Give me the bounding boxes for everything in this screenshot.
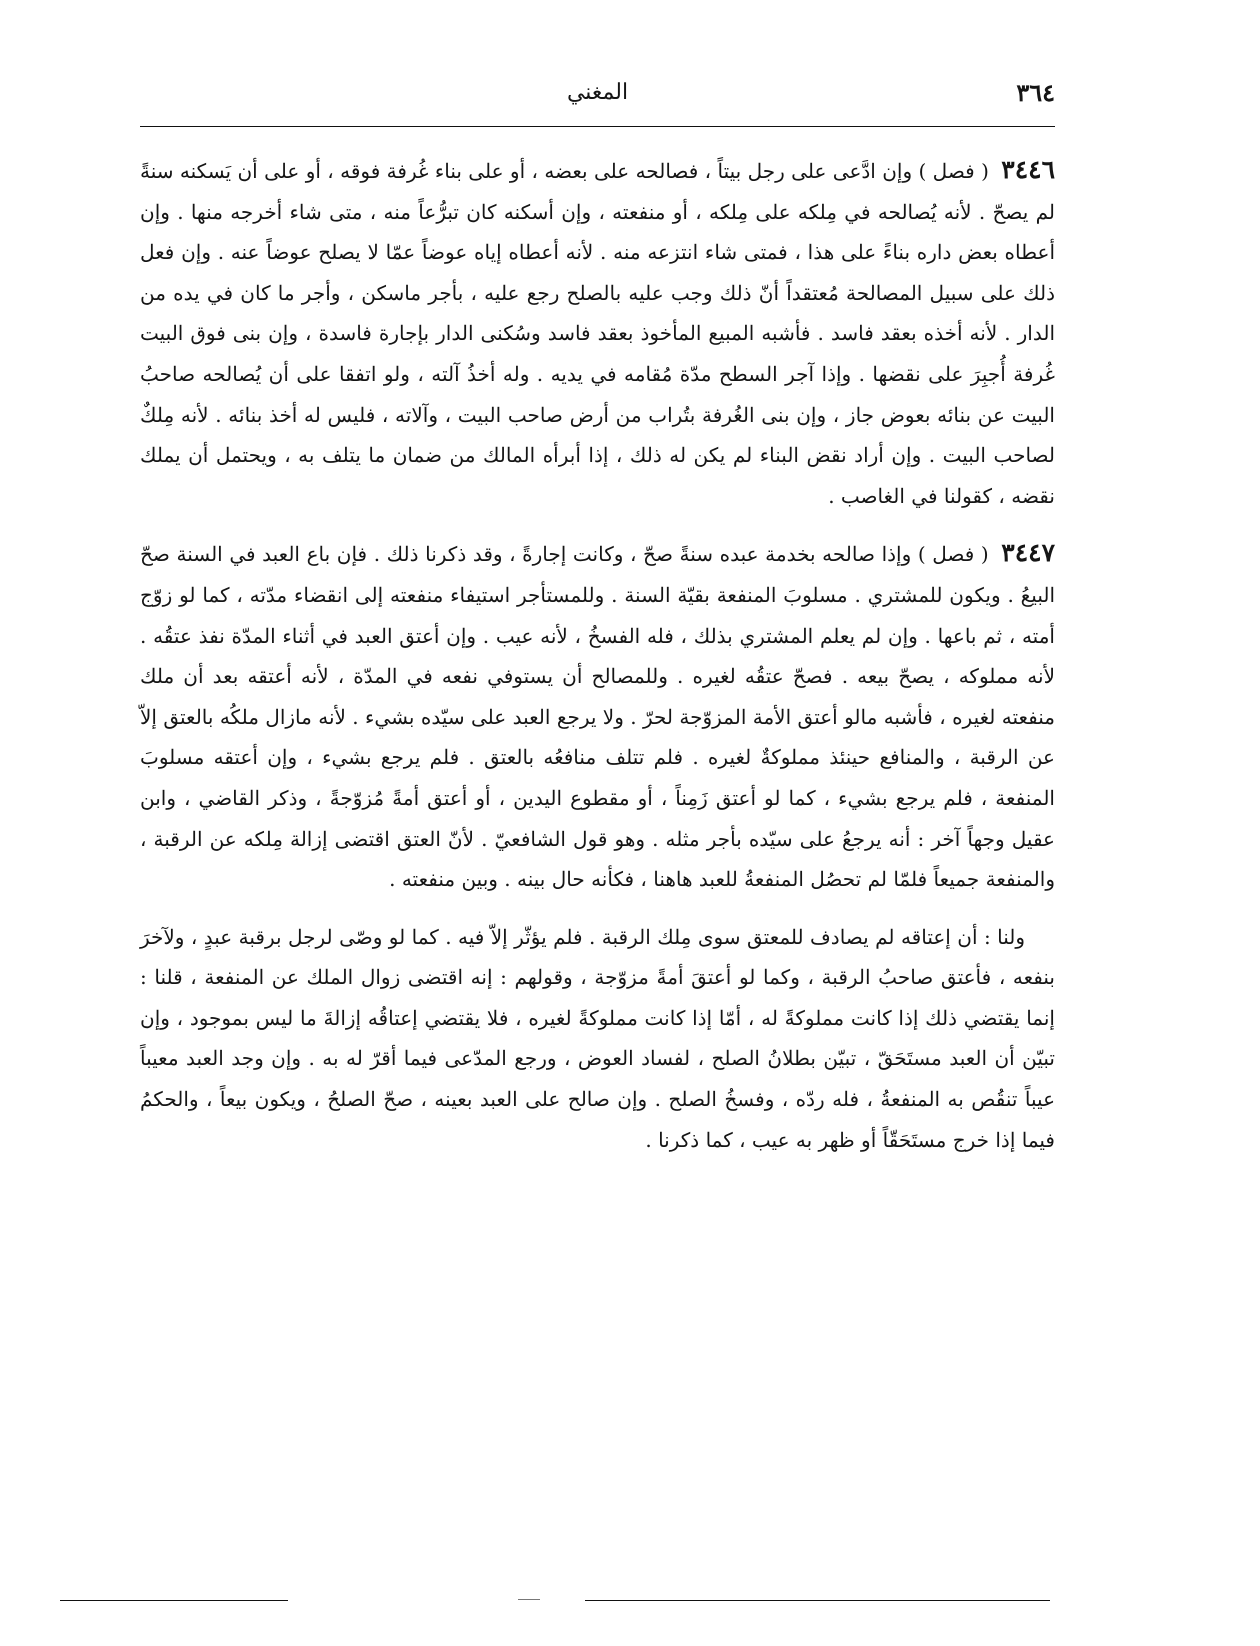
page-number: ٣٦٤ [1016, 78, 1055, 107]
footnote-rule-right [585, 1600, 1050, 1601]
header-rule [140, 126, 1055, 127]
paragraph-text: ولنا : أن إعتاقه لم يصادف للمعتق سوى مِلك الرقبة . فلم يؤثّر إلاّ فيه . كما لو وصّى لرجل برقبة عبدٍ ، ولآخرَ بنفعه ، فأعتق صاحبُ الرقبة ، وكما لو أعتقَ أمةً مزوّجة ، وقولهم : إنه اقتضى زوال الملك عن المنفعة ، قلنا : إنما يقتضي ذلك إذا كانت مملوكةً له ، أمّا إذا كانت مملوكةً لغيره ، فلا يقتضي إعتاقُه إزالةَ ما ليس بموجود ، وإن تبيّن أن العبد مستَحَقّ ، تبيّن بطلانُ الصلح ، لفساد العوض ، ورجع المدّعى فيما أقرّ له به . وإن وجد العبد معيباً عيباً تنقُص به المنفعةُ ، فله ردّه ، وفسخُ الصلح . وإن صالح على العبد بعينه ، صحّ الصلحُ ، ويكون بيعاً ، والحكمُ فيما إذا خرج مستَحَقّاً أو ظهر به عيب ، كما ذكرنا . [140, 924, 1055, 1152]
section-number: ٣٤٤٧ [1001, 538, 1055, 568]
footnote-rule-left [60, 1600, 288, 1601]
footnote-dash [518, 1599, 540, 1600]
section-paragraph-3446 [140, 150, 1055, 516]
section-number: ٣٤٤٦ [1001, 155, 1056, 184]
page-body [140, 150, 1055, 1160]
argument-paragraph [140, 917, 1055, 1161]
section-paragraph-3447 [140, 533, 1055, 899]
page-header [140, 78, 1055, 120]
running-title: المغني [566, 80, 629, 105]
paragraph-text: ( فصل ) وإذا صالحه بخدمة عبده سنةً صحّ ، وكانت إجارةً ، وقد ذكرنا ذلك . فإن باع العبد في السنة صحّ البيعُ . ويكون للمشتري . مسلوبَ المنفعة بقيّة السنة . وللمستأجر استيفاء منفعته إلى انقضاء مدّته ، كما لو زوّج أمته ، ثم باعها . وإن لم يعلم المشتري بذلك ، فله الفسخُ ، لأنه عيب . وإن أعتق العبد في أثناء المدّة نفذ عتقُه . لأنه مملوكه ، يصحّ بيعه . فصحّ عتقُه لغيره . وللمصالح أن يستوفي نفعه في المدّة ، لأنه أعتقه بعد أن ملك منفعته لغيره ، فأشبه مالو أعتق الأمة المزوّجة لحرّ . ولا يرجع العبد على سيّده بشيء . لأنه مازال ملكُه بالعتق إلاّ عن الرقبة ، والمنافع حينئذ مملوكةٌ لغيره . فلم تتلف منافعُه بالعتق . فلم يرجع بشيء ، وإن أعتقه مسلوبَ المنفعة ، فلم يرجع بشيء ، كما لو أعتق زَمِناً ، أو مقطوع اليدين ، أو أعتق أمةً مُزوّجةً ، وذكر القاضي ، وابن عقيل وجهاً آخر : أنه يرجعُ على سيّده بأجر مثله . وهو قول الشافعيّ . لأنّ العتق اقتضى إزالة مِلكه عن الرقبة ، والمنفعة جميعاً فلمّا لم تحصُل المنفعةُ للعبد هاهنا ، فكأنه حال بينه . وبين منفعته . [140, 542, 1056, 892]
paragraph-text: ( فصل ) وإن ادَّعى على رجل بيتاً ، فصالحه على بعضه ، أو على بناء غُرفة فوقه ، أو على أن يَسكنه سنةً لم يصحّ . لأنه يُصالحه في مِلكه على مِلكه ، أو منفعته ، وإن أسكنه كان تبرُّعاً منه ، متى شاء أخرجه منها . وإن أعطاه بعض داره بناءً على هذا ، فمتى شاء انتزعه منه . لأنه أعطاه إياه عوضاً عمّا لا يصلح عوضاً عنه . وإن فعل ذلك على سبيل المصالحة مُعتقداً أنّ ذلك وجب عليه بالصلح رجع عليه ، بأجر ماسكن ، وأجر ما كان في يده من الدار . لأنه أخذه بعقد فاسد . فأشبه المبيع المأخوذ بعقد فاسد وسُكنى الدار بإجارة فاسدة ، وإن بنى فوق البيت غُرفة أُجبِرَ على نقضها . وإذا آجر السطح مدّة مُقامه في يديه . وله أخذُ آلته ، ولو اتفقا على أن يُصالحه صاحبُ البيت عن بنائه بعوض جاز ، وإن بنى الغُرفة بتُراب من أرض صاحب البيت ، وآلاته ، فليس له أخذ بنائه . لأنه مِلكٌ لصاحب البيت . وإن أراد نقض البناء لم يكن له ذلك ، إذا أبرأه المالك من ضمان ما يتلف به ، ويحتمل أن يملك نقضه ، كقولنا في الغاصب . [140, 159, 1055, 508]
